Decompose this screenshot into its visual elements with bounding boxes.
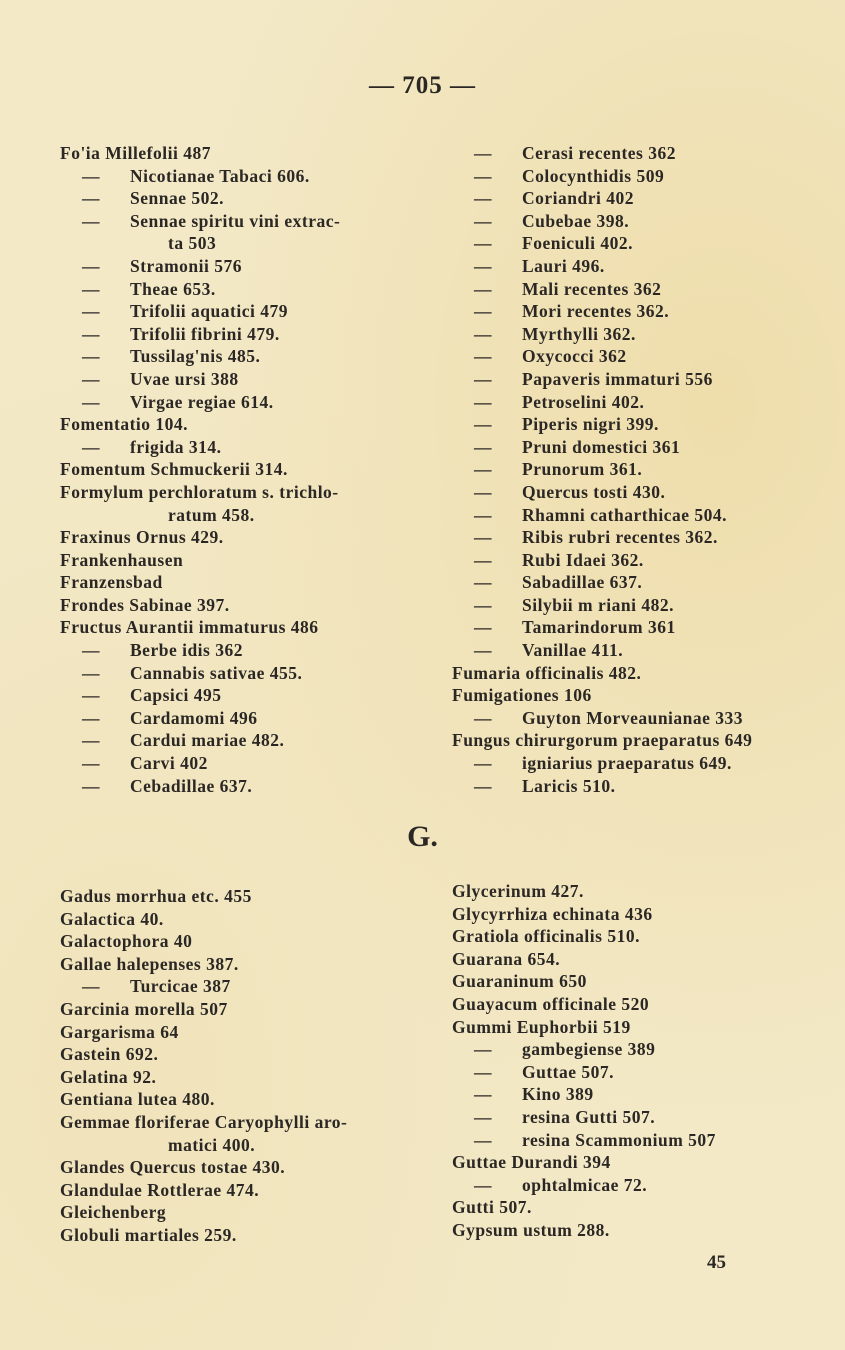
entry-text: Rhamni catharthicae 504. [522, 504, 727, 525]
entry-text: Rubi Idaei 362. [522, 549, 644, 570]
index-entry [60, 975, 440, 998]
entry-text: Gypsum ustum 288. [452, 1219, 610, 1240]
entry-dash: — [82, 165, 100, 186]
index-entry [452, 662, 837, 685]
index-entry [60, 752, 420, 775]
index-entry [60, 1201, 440, 1224]
entry-text: Quercus tosti 430. [522, 481, 666, 502]
index-entry [452, 504, 837, 527]
entry-dash: — [474, 1106, 492, 1127]
entry-dash: — [82, 976, 100, 997]
index-entry [452, 1106, 837, 1129]
entry-dash: — [82, 255, 100, 276]
index-entry [452, 187, 837, 210]
entry-dash: — [82, 775, 100, 796]
entry-text: Fumaria officinalis 482. [452, 662, 642, 683]
entry-dash: — [474, 1061, 492, 1082]
index-entry [60, 707, 420, 730]
entry-text: Trifolii fibrini 479. [130, 323, 280, 344]
index-entry [452, 232, 837, 255]
entry-text: Gratiola officinalis 510. [452, 926, 640, 947]
index-entry [60, 210, 420, 233]
entry-dash: — [474, 549, 492, 570]
index-entry [452, 1016, 837, 1039]
entry-dash: — [474, 1129, 492, 1150]
entry-text: Galactophora 40 [60, 931, 193, 952]
index-column-3 [60, 885, 440, 1247]
entry-dash: — [474, 640, 492, 661]
entry-text: Gutti 507. [452, 1197, 532, 1218]
entry-text: Cebadillae 637. [130, 775, 253, 796]
entry-dash: — [474, 504, 492, 525]
entry-text: ratum 458. [168, 504, 255, 525]
index-entry [60, 1088, 440, 1111]
entry-text: Frondes Sabinae 397. [60, 594, 230, 615]
entry-dash: — [474, 414, 492, 435]
index-entry [452, 323, 837, 346]
entry-text: Virgae regiae 614. [130, 391, 274, 412]
entry-text: Mali recentes 362 [522, 278, 662, 299]
index-entry [60, 571, 420, 594]
entry-dash: — [82, 707, 100, 728]
entry-text: igniarius praeparatus 649. [522, 753, 732, 774]
index-entry [60, 368, 420, 391]
entry-dash: — [474, 594, 492, 615]
index-entry [60, 616, 420, 639]
index-entry [60, 662, 420, 685]
entry-text: Glandes Quercus tostae 430. [60, 1157, 286, 1178]
index-entry [60, 1156, 440, 1179]
entry-text: Theae 653. [130, 278, 216, 299]
entry-text: Gemmae floriferae Caryophylli aro- [60, 1111, 348, 1132]
entry-dash: — [474, 527, 492, 548]
index-entry [452, 345, 837, 368]
index-entry [452, 775, 837, 798]
entry-text: Colocynthidis 509 [522, 165, 665, 186]
entry-text: Fumigationes 106 [452, 685, 592, 706]
index-entry [452, 1083, 837, 1106]
index-entry [60, 1043, 440, 1066]
index-entry [60, 729, 420, 752]
entry-text: Fructus Aurantii immaturus 486 [60, 617, 319, 638]
entry-text: Pruni domestici 361 [522, 436, 681, 457]
index-entry [60, 504, 420, 527]
entry-text: Frankenhausen [60, 549, 184, 570]
entry-dash: — [82, 301, 100, 322]
index-entry [60, 391, 420, 414]
entry-text: Kino 389 [522, 1084, 594, 1105]
index-entry [60, 345, 420, 368]
index-entry [60, 436, 420, 459]
index-entry [60, 639, 420, 662]
entry-dash: — [82, 662, 100, 683]
entry-dash: — [474, 1174, 492, 1195]
entry-text: Sabadillae 637. [522, 572, 643, 593]
index-entry [452, 1219, 837, 1242]
entry-text: Carvi 402 [130, 753, 208, 774]
index-entry [60, 1111, 440, 1134]
entry-text: Capsici 495 [130, 685, 222, 706]
index-entry [60, 684, 420, 707]
entry-dash: — [474, 753, 492, 774]
index-entry [60, 300, 420, 323]
index-entry [452, 707, 837, 730]
index-entry [452, 436, 837, 459]
index-entry [452, 481, 837, 504]
entry-text: Nicotianae Tabaci 606. [130, 165, 310, 186]
index-entry [452, 142, 837, 165]
entry-dash: — [82, 685, 100, 706]
index-entry [60, 775, 420, 798]
entry-text: Turcicae 387 [130, 976, 231, 997]
entry-text: Stramonii 576 [130, 255, 242, 276]
index-entry [452, 1038, 837, 1061]
entry-text: Petroselini 402. [522, 391, 645, 412]
entry-text: Cannabis sativae 455. [130, 662, 303, 683]
entry-text: Vanillae 411. [522, 640, 624, 661]
entry-text: Prunorum 361. [522, 459, 643, 480]
entry-dash: — [82, 391, 100, 412]
index-column-4 [452, 880, 837, 1242]
entry-text: Sennae spiritu vini extrac- [130, 210, 341, 231]
entry-text: Uvae ursi 388 [130, 368, 239, 389]
index-column-2 [452, 142, 837, 797]
entry-text: Tussilag'nis 485. [130, 346, 261, 367]
entry-text: Trifolii aquatici 479 [130, 301, 288, 322]
entry-text: Guayacum officinale 520 [452, 993, 650, 1014]
page-number: — 705 — [369, 72, 476, 99]
index-entry [452, 1196, 837, 1219]
entry-text: Gadus morrhua etc. 455 [60, 886, 252, 906]
index-entry [452, 1151, 837, 1174]
entry-text: Fomentum Schmuckerii 314. [60, 459, 288, 480]
entry-text: Glycyrrhiza echinata 436 [452, 903, 653, 924]
entry-dash: — [82, 278, 100, 299]
index-entry [452, 1174, 837, 1197]
entry-text: Cardamomi 496 [130, 707, 258, 728]
index-entry [452, 458, 837, 481]
entry-text: Guttae Durandi 394 [452, 1152, 611, 1173]
index-entry [60, 278, 420, 301]
entry-dash: — [474, 323, 492, 344]
entry-text: ta 503 [168, 233, 217, 254]
entry-dash: — [474, 436, 492, 457]
entry-dash: — [82, 753, 100, 774]
entry-text: Mori recentes 362. [522, 301, 670, 322]
index-entry [452, 210, 837, 233]
entry-text: Formylum perchloratum s. trichlo- [60, 481, 339, 502]
index-column-1 [60, 142, 420, 797]
entry-dash: — [474, 459, 492, 480]
index-entry [452, 594, 837, 617]
entry-dash: — [82, 346, 100, 367]
entry-dash: — [474, 617, 492, 638]
entry-dash: — [474, 1084, 492, 1105]
entry-text: Fungus chirurgorum praeparatus 649 [452, 730, 753, 751]
entry-dash: — [474, 368, 492, 389]
entry-text: Fomentatio 104. [60, 414, 189, 435]
index-entry [452, 571, 837, 594]
entry-text: Berbe idis 362 [130, 640, 243, 661]
entry-dash: — [474, 775, 492, 796]
entry-text: Galactica 40. [60, 908, 164, 929]
section-letter: G. [407, 820, 438, 853]
entry-text: Silybii m riani 482. [522, 594, 674, 615]
index-entry [60, 953, 440, 976]
entry-text: Ribis rubri recentes 362. [522, 527, 718, 548]
index-entry [60, 187, 420, 210]
index-entry [60, 1066, 440, 1089]
index-entry [60, 998, 440, 1021]
entry-text: resina Gutti 507. [522, 1106, 656, 1127]
entry-text: Tamarindorum 361 [522, 617, 676, 638]
index-entry [60, 232, 420, 255]
entry-text: Fraxinus Ornus 429. [60, 527, 224, 548]
entry-text: Laricis 510. [522, 775, 616, 796]
index-entry [452, 948, 837, 971]
entry-text: Cerasi recentes 362 [522, 143, 676, 163]
index-entry [452, 880, 837, 903]
entry-text: Gallae halepenses 387. [60, 953, 239, 974]
entry-text: Franzensbad [60, 572, 163, 593]
entry-text: frigida 314. [130, 436, 222, 457]
index-entry [452, 1061, 837, 1084]
index-entry [452, 616, 837, 639]
index-entry [452, 684, 837, 707]
index-entry [60, 142, 420, 165]
entry-dash: — [474, 481, 492, 502]
index-entry [452, 1129, 837, 1152]
entry-dash: — [474, 278, 492, 299]
entry-dash: — [474, 346, 492, 367]
entry-text: gambegiense 389 [522, 1039, 656, 1060]
entry-text: Sennae 502. [130, 188, 224, 209]
entry-dash: — [474, 165, 492, 186]
entry-dash: — [474, 1039, 492, 1060]
entry-text: Guaraninum 650 [452, 971, 587, 992]
entry-text: Gargarisma 64 [60, 1021, 179, 1042]
entry-text: Cubebae 398. [522, 210, 630, 231]
entry-dash: — [474, 188, 492, 209]
index-entry [60, 413, 420, 436]
entry-dash: — [474, 255, 492, 276]
index-entry [452, 970, 837, 993]
entry-text: ophtalmicae 72. [522, 1174, 648, 1195]
index-entry [452, 752, 837, 775]
index-entry [452, 391, 837, 414]
entry-text: Foeniculi 402. [522, 233, 634, 254]
index-entry [452, 903, 837, 926]
entry-text: Papaveris immaturi 556 [522, 368, 713, 389]
index-entry [452, 368, 837, 391]
entry-dash: — [474, 210, 492, 231]
entry-text: Gelatina 92. [60, 1066, 157, 1087]
index-entry [452, 639, 837, 662]
index-entry [452, 925, 837, 948]
entry-dash: — [82, 640, 100, 661]
entry-text: Glycerinum 427. [452, 881, 584, 901]
index-entry [60, 885, 440, 908]
entry-text: Fo'ia Millefolii 487 [60, 143, 211, 163]
index-entry [60, 165, 420, 188]
entry-dash: — [82, 210, 100, 231]
index-entry [60, 255, 420, 278]
entry-dash: — [82, 436, 100, 457]
index-entry [60, 1134, 440, 1157]
index-entry [60, 481, 420, 504]
index-entry [60, 323, 420, 346]
index-entry [60, 930, 440, 953]
entry-text: Garcinia morella 507 [60, 998, 228, 1019]
index-entry [60, 1179, 440, 1202]
index-entry [452, 993, 837, 1016]
index-entry [452, 729, 837, 752]
entry-dash: — [82, 188, 100, 209]
index-entry [60, 908, 440, 931]
entry-text: Myrthylli 362. [522, 323, 636, 344]
entry-dash: — [474, 572, 492, 593]
entry-text: Gentiana lutea 480. [60, 1089, 215, 1110]
entry-dash: — [474, 707, 492, 728]
index-entry [452, 278, 837, 301]
entry-dash: — [474, 301, 492, 322]
index-entry [60, 1224, 440, 1247]
entry-dash: — [82, 730, 100, 751]
index-entry [452, 526, 837, 549]
entry-text: Lauri 496. [522, 255, 605, 276]
index-entry [452, 255, 837, 278]
index-entry [60, 594, 420, 617]
entry-dash: — [82, 323, 100, 344]
entry-dash: — [474, 233, 492, 254]
entry-text: matici 400. [168, 1134, 256, 1155]
entry-text: Glandulae Rottlerae 474. [60, 1179, 260, 1200]
index-entry [452, 300, 837, 323]
entry-dash: — [474, 391, 492, 412]
index-entry [60, 549, 420, 572]
index-entry [452, 413, 837, 436]
entry-text: Cardui mariae 482. [130, 730, 285, 751]
entry-text: Gummi Euphorbii 519 [452, 1016, 631, 1037]
entry-dash: — [82, 368, 100, 389]
entry-dash: — [474, 143, 492, 163]
entry-text: Guyton Morveaunianae 333 [522, 707, 744, 728]
index-entry [452, 549, 837, 572]
entry-text: Oxycocci 362 [522, 346, 627, 367]
index-entry [60, 1021, 440, 1044]
entry-text: Globuli martiales 259. [60, 1224, 237, 1245]
entry-text: Guarana 654. [452, 948, 561, 969]
entry-text: Coriandri 402 [522, 188, 634, 209]
index-entry [60, 526, 420, 549]
entry-text: resina Scammonium 507 [522, 1129, 716, 1150]
index-entry [452, 165, 837, 188]
entry-text: Guttae 507. [522, 1061, 615, 1082]
entry-text: Gleichenberg [60, 1202, 167, 1223]
signature-mark: 45 [707, 1252, 726, 1273]
entry-text: Piperis nigri 399. [522, 414, 659, 435]
entry-text: Gastein 692. [60, 1044, 159, 1065]
index-entry [60, 458, 420, 481]
